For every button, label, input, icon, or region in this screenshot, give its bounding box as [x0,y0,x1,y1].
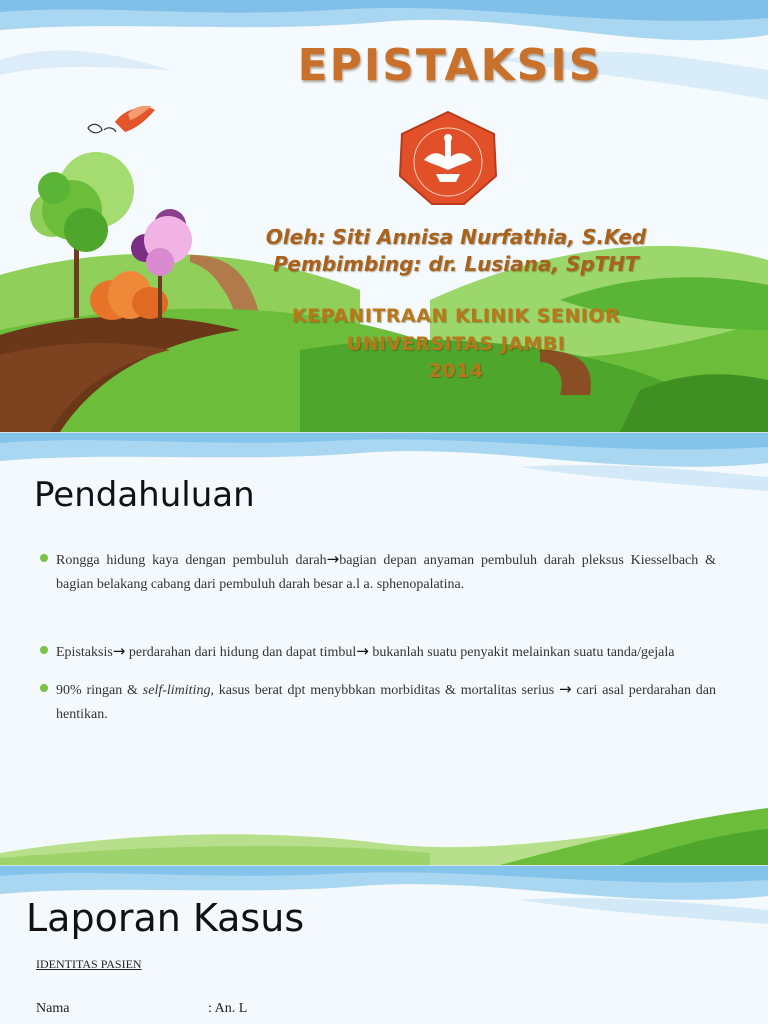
list-item [36,677,716,727]
arrow-icon: → [112,642,126,660]
arrow-icon: → [356,642,369,660]
bullet-text: Epistaksis [56,645,113,660]
slide-heading: Laporan Kasus [26,896,305,940]
author-name: Oleh: Siti Annisa Nurfathia, S.Ked [265,225,647,249]
arrow-icon: → [326,550,340,568]
bullet-text: bukanlah suatu penyakit melainkan suatu tanda/gejala [368,645,675,660]
presentation-year: 2014 [428,360,484,382]
field-label-name: Nama [36,1001,70,1016]
list-item [36,547,716,597]
bullet-text: perdarahan dari hidung dan dapat timbul [125,645,357,660]
university-logo [396,110,500,206]
bullet-text: , kasus berat dpt menybbkan morbiditas & mortalitas serius [210,683,560,698]
emphasis-text: self-limiting [142,683,211,698]
case-report-slide [0,866,768,1024]
introduction-slide [0,433,768,865]
title-slide [0,0,768,432]
arrow-icon: → [559,680,572,698]
bullet-text: 90% ringan & [56,683,143,698]
presentation-title: EPISTAKSIS [297,40,603,91]
bullet-text: bagian depan anyaman pembuluh darah pleksus Kiesselbach & bagian belakang cabang dari pembuluh darah besar a.l a. sphenopalatina. [56,553,716,592]
slide-heading: Pendahuluan [34,475,255,515]
institution-name: UNIVERSITAS JAMBI [346,333,566,355]
institution-program: KEPANITRAAN KLINIK SENIOR [291,305,621,327]
bullet-text: cari asal perdarahan dan hentikan. [56,683,717,722]
bullet-list [36,547,716,727]
supervisor-name: Pembimbing: dr. Lusiana, SpTHT [273,252,639,276]
slide-background [0,866,768,1024]
section-heading: IDENTITAS PASIEN [36,957,142,971]
field-value-name: : An. L [208,1001,248,1016]
bullet-text: Rongga hidung kaya dengan pembuluh darah [56,553,327,568]
list-item [36,639,716,665]
